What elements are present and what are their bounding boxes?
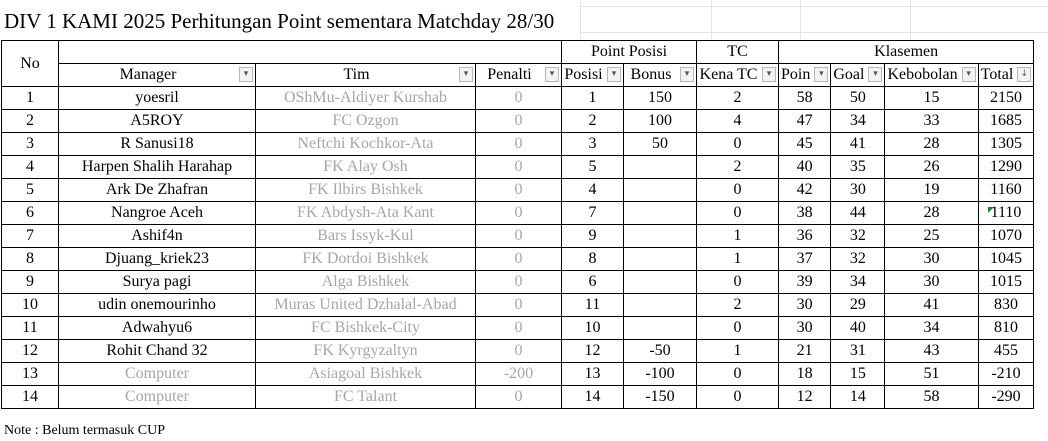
cell-tim[interactable]: FK Abdysh-Ata Kant — [256, 202, 476, 225]
cell-bonus[interactable] — [624, 248, 697, 271]
cell-total[interactable]: 455 — [978, 340, 1034, 363]
cell-total[interactable]: -210 — [978, 363, 1034, 386]
header-blank — [59, 41, 562, 64]
cell-goal[interactable]: 50 — [831, 87, 885, 110]
cell-poin[interactable]: 30 — [779, 294, 831, 317]
cell-no[interactable]: 8 — [2, 248, 59, 271]
col-label-manager: Manager — [119, 66, 177, 83]
cell-manager[interactable]: Ark De Zhafran — [59, 179, 256, 202]
cell-total[interactable]: 1070 — [978, 225, 1034, 248]
cell-kena-tc[interactable]: 2 — [697, 294, 779, 317]
cell-total[interactable]: 1305 — [978, 133, 1034, 156]
cell-goal[interactable]: 40 — [831, 317, 885, 340]
header-klasemen: Klasemen — [779, 41, 1034, 64]
cell-goal[interactable]: 41 — [831, 133, 885, 156]
cell-manager[interactable]: Surya pagi — [59, 271, 256, 294]
cell-goal[interactable]: 14 — [831, 386, 885, 409]
sort-descending-icon[interactable]: ↓ — [1017, 67, 1031, 82]
cell-manager[interactable]: Adwahyu6 — [59, 317, 256, 340]
cell-manager[interactable]: udin onemourinho — [59, 294, 256, 317]
cell-posisi[interactable]: 3 — [562, 133, 624, 156]
cell-posisi[interactable]: 5 — [562, 156, 624, 179]
cell-penalti[interactable]: 0 — [476, 133, 562, 156]
cell-total[interactable]: 1290 — [978, 156, 1034, 179]
cell-kebobolan[interactable]: 26 — [885, 156, 978, 179]
footnote: Note : Belum termasuk CUP — [4, 423, 165, 438]
dropdown-filter-icon[interactable]: ▾ — [459, 67, 473, 82]
table-row — [2, 133, 1034, 156]
cell-poin[interactable]: 18 — [779, 363, 831, 386]
cell-bonus[interactable] — [624, 225, 697, 248]
cell-tim[interactable]: FK Alay Osh — [256, 156, 476, 179]
cell-tim[interactable]: FC Ozgon — [256, 110, 476, 133]
dropdown-filter-icon[interactable]: ▾ — [545, 67, 559, 82]
cell-bonus[interactable]: -150 — [624, 386, 697, 409]
col-header-tim — [256, 64, 476, 87]
header-no: No — [2, 41, 59, 87]
cell-no[interactable]: 14 — [2, 386, 59, 409]
col-header-manager — [59, 64, 256, 87]
table-row — [2, 110, 1034, 133]
cell-penalti[interactable]: -200 — [476, 363, 562, 386]
cell-no[interactable]: 12 — [2, 340, 59, 363]
dropdown-filter-icon[interactable]: ▾ — [680, 67, 694, 82]
cell-goal[interactable]: 15 — [831, 363, 885, 386]
cell-poin[interactable]: 40 — [779, 156, 831, 179]
dropdown-filter-icon[interactable]: ▾ — [962, 67, 976, 82]
dropdown-filter-icon[interactable]: ▾ — [607, 67, 621, 82]
header-tc: TC — [697, 41, 779, 64]
col-label-kebobolan: Kebobolan — [887, 66, 958, 83]
cell-tim[interactable]: Muras United Dzhalal-Abad — [256, 294, 476, 317]
cell-penalti[interactable]: 0 — [476, 87, 562, 110]
col-label-bonus: Bonus — [630, 66, 672, 83]
cell-bonus[interactable] — [624, 271, 697, 294]
col-label-poin: Poin — [781, 66, 811, 83]
table-row — [2, 294, 1034, 317]
cell-posisi[interactable]: 8 — [562, 248, 624, 271]
standings-body — [2, 87, 1034, 409]
cell-tim[interactable]: FK Ilbirs Bishkek — [256, 179, 476, 202]
cell-manager[interactable]: Computer — [59, 386, 256, 409]
cell-total[interactable]: 1045 — [978, 248, 1034, 271]
cell-goal[interactable]: 31 — [831, 340, 885, 363]
cell-kebobolan[interactable]: 25 — [885, 225, 978, 248]
cell-no[interactable]: 10 — [2, 294, 59, 317]
cell-manager[interactable]: Harpen Shalih Harahap — [59, 156, 256, 179]
cell-kebobolan[interactable]: 30 — [885, 248, 978, 271]
cell-no[interactable]: 4 — [2, 156, 59, 179]
cell-kena-tc[interactable]: 0 — [697, 202, 779, 225]
col-header-poin — [779, 64, 831, 87]
col-label-tim: Tim — [343, 66, 370, 83]
cell-bonus[interactable] — [624, 179, 697, 202]
table-row — [2, 87, 1034, 110]
cell-no[interactable]: 13 — [2, 363, 59, 386]
cell-bonus[interactable]: -50 — [624, 340, 697, 363]
header-point-posisi: Point Posisi — [562, 41, 697, 64]
cell-manager[interactable]: R Sanusi18 — [59, 133, 256, 156]
cell-manager[interactable]: Djuang_kriek23 — [59, 248, 256, 271]
cell-goal[interactable]: 35 — [831, 156, 885, 179]
cell-kebobolan[interactable]: 33 — [885, 110, 978, 133]
col-label-kena-tc: Kena TC — [699, 66, 758, 83]
table-row — [2, 156, 1034, 179]
sheet-title: DIV 1 KAMI 2025 Perhitungan Point sementara Matchday 28/30 — [4, 9, 555, 33]
cell-kebobolan[interactable]: 19 — [885, 179, 978, 202]
cell-poin[interactable]: 42 — [779, 179, 831, 202]
col-header-total — [978, 64, 1034, 87]
header-group-row — [2, 41, 1034, 64]
dropdown-filter-icon[interactable]: ▾ — [814, 67, 828, 82]
dropdown-filter-icon[interactable]: ▾ — [868, 67, 882, 82]
cell-posisi[interactable]: 10 — [562, 317, 624, 340]
cell-posisi[interactable]: 7 — [562, 202, 624, 225]
dropdown-filter-icon[interactable]: ▾ — [239, 67, 253, 82]
cell-kebobolan[interactable]: 34 — [885, 317, 978, 340]
cell-total[interactable]: 810 — [978, 317, 1034, 340]
cell-bonus[interactable] — [624, 317, 697, 340]
cell-posisi[interactable]: 4 — [562, 179, 624, 202]
cell-bonus[interactable] — [624, 156, 697, 179]
cell-poin[interactable]: 45 — [779, 133, 831, 156]
cell-no[interactable]: 11 — [2, 317, 59, 340]
cell-goal[interactable]: 29 — [831, 294, 885, 317]
table-row — [2, 248, 1034, 271]
table-row — [2, 340, 1034, 363]
cell-manager[interactable]: Nangroe Aceh — [59, 202, 256, 225]
cell-kena-tc[interactable]: 0 — [697, 133, 779, 156]
cell-goal[interactable]: 44 — [831, 202, 885, 225]
cell-poin[interactable]: 12 — [779, 386, 831, 409]
col-header-bonus — [624, 64, 697, 87]
table-row — [2, 179, 1034, 202]
cell-tim[interactable]: FC Bishkek-City — [256, 317, 476, 340]
cell-bonus[interactable]: 100 — [624, 110, 697, 133]
cell-penalti[interactable]: 0 — [476, 340, 562, 363]
table-row — [2, 386, 1034, 409]
cell-penalti[interactable]: 0 — [476, 248, 562, 271]
cell-total[interactable]: 1685 — [978, 110, 1034, 133]
cell-manager[interactable]: Rohit Chand 32 — [59, 340, 256, 363]
cell-poin[interactable]: 58 — [779, 87, 831, 110]
cell-kebobolan[interactable]: 43 — [885, 340, 978, 363]
cell-kebobolan[interactable]: 58 — [885, 386, 978, 409]
cell-kena-tc[interactable]: 1 — [697, 225, 779, 248]
cell-kena-tc[interactable]: 0 — [697, 271, 779, 294]
cell-total[interactable]: 1160 — [978, 179, 1034, 202]
cell-penalti[interactable]: 0 — [476, 110, 562, 133]
cell-goal[interactable]: 34 — [831, 271, 885, 294]
table-row — [2, 271, 1034, 294]
cell-penalti[interactable]: 0 — [476, 271, 562, 294]
cell-comment-indicator — [988, 207, 994, 213]
cell-kebobolan[interactable]: 51 — [885, 363, 978, 386]
cell-goal[interactable]: 32 — [831, 225, 885, 248]
cell-goal[interactable]: 32 — [831, 248, 885, 271]
cell-tim[interactable]: Alga Bishkek — [256, 271, 476, 294]
cell-tim[interactable]: OShMu-Aldiyer Kurshab — [256, 87, 476, 110]
standings-table — [1, 40, 1034, 409]
cell-kena-tc[interactable]: 0 — [697, 363, 779, 386]
cell-penalti[interactable]: 0 — [476, 294, 562, 317]
cell-tim[interactable]: FK Dordoi Bishkek — [256, 248, 476, 271]
cell-no[interactable]: 7 — [2, 225, 59, 248]
cell-poin[interactable]: 38 — [779, 202, 831, 225]
cell-total[interactable]: 1110 — [978, 202, 1034, 225]
cell-kena-tc[interactable]: 4 — [697, 110, 779, 133]
cell-kena-tc[interactable]: 2 — [697, 87, 779, 110]
col-label-total: Total — [980, 66, 1014, 83]
cell-posisi[interactable]: 2 — [562, 110, 624, 133]
cell-poin[interactable]: 47 — [779, 110, 831, 133]
cell-no[interactable]: 1 — [2, 87, 59, 110]
cell-bonus[interactable]: 50 — [624, 133, 697, 156]
cell-no[interactable]: 5 — [2, 179, 59, 202]
table-row — [2, 363, 1034, 386]
cell-kebobolan[interactable]: 28 — [885, 202, 978, 225]
cell-bonus[interactable]: -100 — [624, 363, 697, 386]
cell-no[interactable]: 9 — [2, 271, 59, 294]
cell-kebobolan[interactable]: 41 — [885, 294, 978, 317]
cell-manager[interactable]: Computer — [59, 363, 256, 386]
cell-kena-tc[interactable]: 0 — [697, 386, 779, 409]
header-column-row — [2, 64, 1034, 87]
col-header-penalti — [476, 64, 562, 87]
cell-tim[interactable]: FC Talant — [256, 386, 476, 409]
cell-poin[interactable]: 21 — [779, 340, 831, 363]
cell-kebobolan[interactable]: 30 — [885, 271, 978, 294]
col-header-posisi — [562, 64, 624, 87]
cell-poin[interactable]: 36 — [779, 225, 831, 248]
cell-no[interactable]: 3 — [2, 133, 59, 156]
col-label-goal: Goal — [833, 66, 865, 83]
cell-poin[interactable]: 30 — [779, 317, 831, 340]
table-row — [2, 202, 1034, 225]
col-label-penalti: Penalti — [487, 66, 532, 83]
cell-poin[interactable]: 37 — [779, 248, 831, 271]
cell-kena-tc[interactable]: 0 — [697, 179, 779, 202]
cell-no[interactable]: 6 — [2, 202, 59, 225]
col-header-goal — [831, 64, 885, 87]
table-row — [2, 225, 1034, 248]
cell-total[interactable]: 830 — [978, 294, 1034, 317]
cell-posisi[interactable]: 14 — [562, 386, 624, 409]
cell-total[interactable]: 2150 — [978, 87, 1034, 110]
cell-total[interactable]: -290 — [978, 386, 1034, 409]
cell-bonus[interactable] — [624, 294, 697, 317]
cell-posisi[interactable]: 6 — [562, 271, 624, 294]
col-header-kena-tc — [697, 64, 779, 87]
cell-posisi[interactable]: 12 — [562, 340, 624, 363]
cell-manager[interactable]: A5ROY — [59, 110, 256, 133]
cell-goal[interactable]: 30 — [831, 179, 885, 202]
cell-penalti[interactable]: 0 — [476, 202, 562, 225]
cell-posisi[interactable]: 13 — [562, 363, 624, 386]
cell-kena-tc[interactable]: 2 — [697, 156, 779, 179]
cell-total[interactable]: 1015 — [978, 271, 1034, 294]
cell-posisi[interactable]: 1 — [562, 87, 624, 110]
col-header-kebobolan — [885, 64, 978, 87]
cell-penalti[interactable]: 0 — [476, 225, 562, 248]
cell-penalti[interactable]: 0 — [476, 386, 562, 409]
cell-tim[interactable]: Bars Issyk-Kul — [256, 225, 476, 248]
cell-no[interactable]: 2 — [2, 110, 59, 133]
cell-posisi[interactable]: 9 — [562, 225, 624, 248]
cell-tim[interactable]: FK Kyrgyzaltyn — [256, 340, 476, 363]
cell-penalti[interactable]: 0 — [476, 317, 562, 340]
cell-kena-tc[interactable]: 0 — [697, 317, 779, 340]
cell-kena-tc[interactable]: 1 — [697, 340, 779, 363]
cell-tim[interactable]: Asiagoal Bishkek — [256, 363, 476, 386]
cell-goal[interactable]: 34 — [831, 110, 885, 133]
cell-bonus[interactable]: 150 — [624, 87, 697, 110]
cell-poin[interactable]: 39 — [779, 271, 831, 294]
cell-manager[interactable]: Ashif4n — [59, 225, 256, 248]
col-label-posisi: Posisi — [564, 66, 603, 83]
cell-posisi[interactable]: 11 — [562, 294, 624, 317]
cell-bonus[interactable] — [624, 202, 697, 225]
cell-kebobolan[interactable]: 15 — [885, 87, 978, 110]
table-row — [2, 317, 1034, 340]
cell-tim[interactable]: Neftchi Kochkor-Ata — [256, 133, 476, 156]
dropdown-filter-icon[interactable]: ▾ — [762, 67, 776, 82]
cell-kebobolan[interactable]: 28 — [885, 133, 978, 156]
cell-penalti[interactable]: 0 — [476, 179, 562, 202]
cell-manager[interactable]: yoesril — [59, 87, 256, 110]
cell-kena-tc[interactable]: 1 — [697, 248, 779, 271]
cell-penalti[interactable]: 0 — [476, 156, 562, 179]
